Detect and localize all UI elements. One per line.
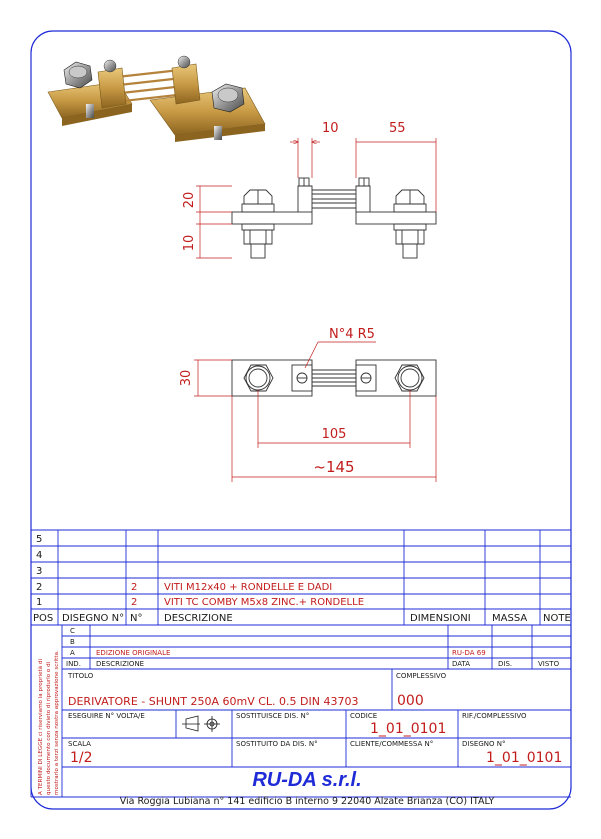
rev-header-approved: VISTO (538, 660, 560, 668)
legal-notice-line-3: mostrarlo a terzi senza nostra approvazione scritta. (54, 650, 60, 795)
sostituito-label: SOSTITUITO DA DIS. N° (236, 740, 318, 748)
parts-pos-5: 5 (36, 534, 43, 545)
parts-header-drawing-no: DISEGNO N° (62, 613, 125, 624)
dim-top-10: 10 (322, 121, 339, 136)
parts-qty-2: 2 (131, 582, 138, 593)
disegno-label: DISEGNO N° (462, 740, 506, 748)
parts-pos-4: 4 (36, 550, 43, 561)
titolo-label: TITOLO (68, 672, 94, 680)
rev-header-ind: IND. (66, 660, 81, 668)
parts-header-dimensions: DIMENSIONI (410, 613, 471, 624)
sheet-border (31, 31, 571, 809)
rev-header-description: DESCRIZIONE (96, 660, 145, 668)
scala-label: SCALA (68, 740, 91, 748)
dim-top-55: 55 (389, 121, 406, 136)
parts-pos-3: 3 (36, 566, 43, 577)
parts-header-mass: MASSA (492, 613, 528, 624)
codice-value: 1_01_0101 (370, 721, 447, 737)
rev-ind-b: B (70, 638, 75, 646)
legal-notice-line-1: A TERMINI DI LEGGE ci riserviamo la proprietà di (38, 658, 44, 795)
codice-label: CODICE (350, 712, 378, 720)
disegno-value: 1_01_0101 (486, 750, 563, 766)
parts-desc-1: VITI TC COMBY M5x8 ZINC.+ RONDELLE (164, 597, 365, 608)
rev-date-a: RU-DA 69 (452, 649, 486, 657)
cliente-label: CLIENTE/COMMESSA N° (350, 740, 434, 748)
dim-side-10: 10 (182, 234, 197, 252)
parts-header-description: DESCRIZIONE (164, 613, 233, 624)
company-address: Via Roggia Lubiana n° 141 edificio B interno 9 22040 Alzate Brianza (CO) ITALY (119, 796, 495, 807)
parts-pos-1: 1 (36, 597, 43, 608)
parts-header-note: NOTE (543, 613, 571, 624)
rev-ind-a: A (70, 649, 75, 657)
parts-header-pos: POS (33, 613, 54, 624)
company-name: RU-DA s.r.l. (252, 769, 362, 791)
dim-holes-note: N°4 R5 (329, 327, 375, 342)
parts-qty-1: 2 (131, 597, 138, 608)
legal-notice-line-2: questo documento con divieto di riprodurlo o di (46, 661, 52, 795)
dim-plan-105: 105 (321, 427, 347, 442)
eseguire-label: ESEGUIRE N° VOLTA/E (68, 712, 145, 720)
dim-side-20: 20 (182, 191, 197, 209)
sostituisce-label: SOSTITUISCE DIS. N° (236, 712, 310, 720)
parts-header-qty: N° (130, 613, 143, 624)
dim-plan-145: ~145 (313, 458, 355, 476)
drawing-title: DERIVATORE - SHUNT 250A 60mV CL. 0.5 DIN 43703 (68, 695, 359, 708)
dim-plan-30: 30 (179, 369, 194, 387)
parts-pos-2: 2 (36, 582, 43, 593)
rev-header-date: DATA (452, 660, 471, 668)
rev-ind-c: C (70, 627, 75, 635)
rev-desc-a: EDIZIONE ORIGINALE (96, 649, 171, 657)
scala-value: 1/2 (70, 750, 93, 766)
rif-complessivo-label: RIF./COMPLESSIVO (462, 712, 527, 720)
complessivo-label: COMPLESSIVO (396, 672, 447, 680)
complessivo-value: 000 (397, 693, 424, 709)
parts-desc-2: VITI M12x40 + RONDELLE E DADI (164, 582, 333, 593)
rev-header-drawn: DIS. (498, 660, 513, 668)
